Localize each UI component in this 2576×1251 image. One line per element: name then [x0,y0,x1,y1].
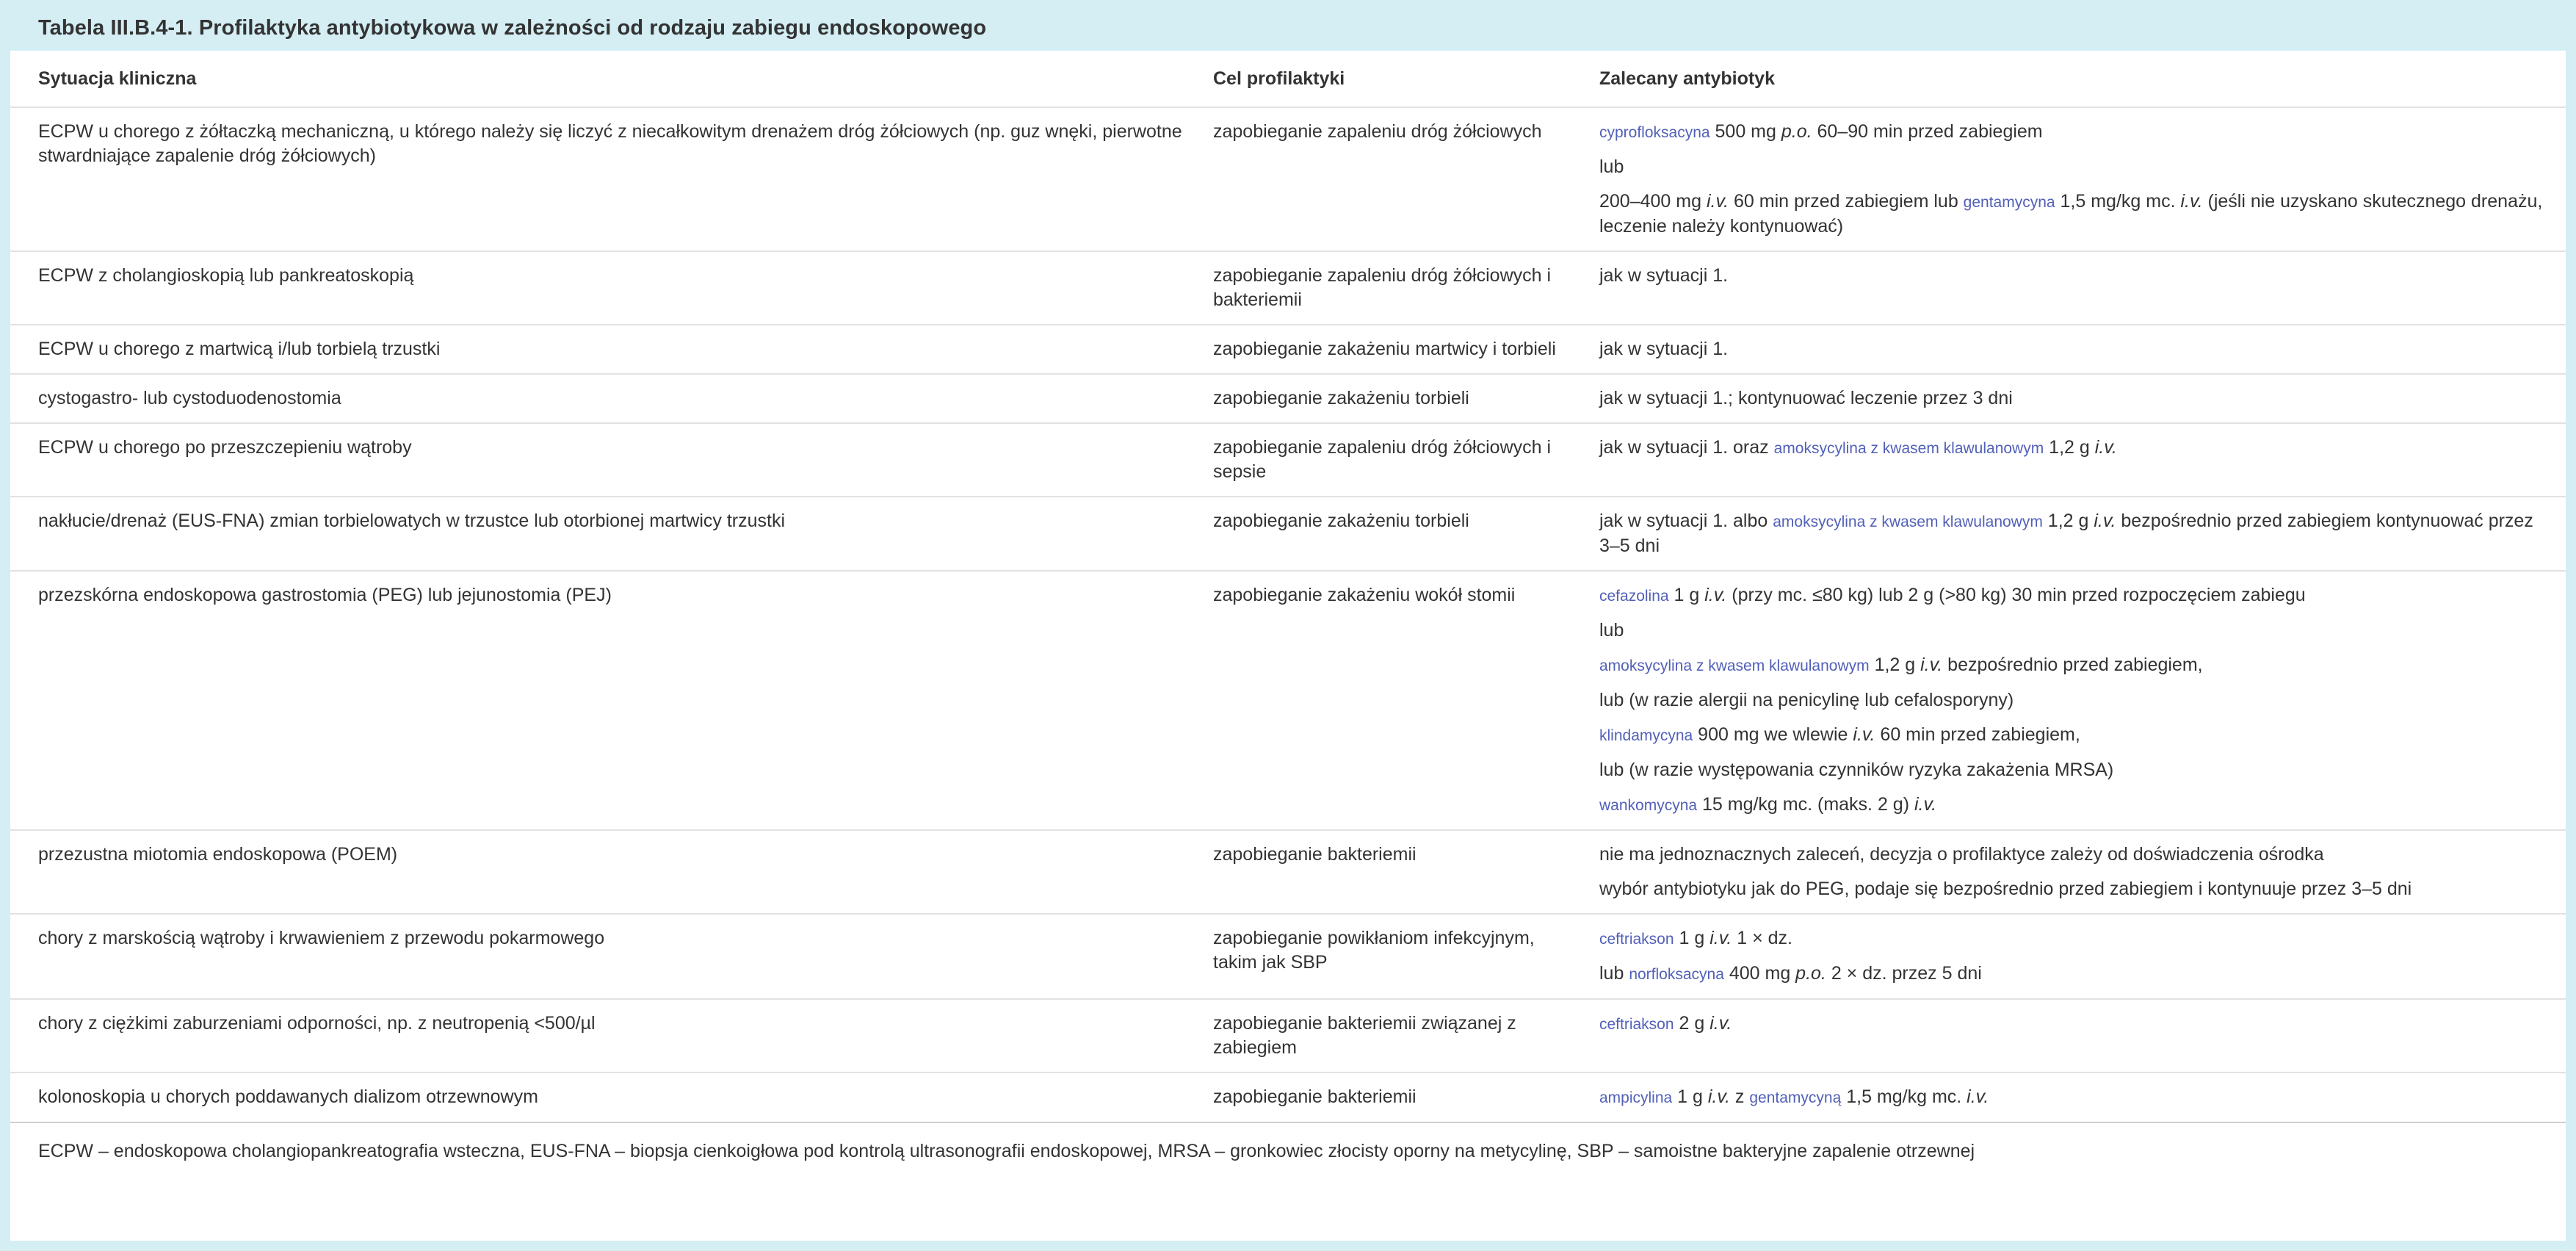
text-segment: 1 g [1668,585,1705,605]
drug-link[interactable]: amoksycylina z kwasem klawulanowym [1773,513,2043,530]
text-segment: 500 mg [1710,121,1781,142]
table-row [10,497,2566,571]
text-segment: 15 mg/kg mc. (maks. 2 g) [1697,794,1914,815]
antybiotyk-line [1599,843,2555,867]
text-segment: lub (w razie alergii na penicylinę lub cefalosporyny) [1599,690,2014,710]
route-abbrev: i.v. [1967,1086,1989,1107]
antybiotyk-line [1599,436,2555,461]
cell-cel: zapobieganie zapaleniu dróg żółciowych i bakteriemii [1196,251,1582,325]
text-segment: 1 × dz. [1732,928,1792,948]
table-row [10,325,2566,374]
footnote: ECPW – endoskopowa cholangiopankreatografia wsteczna, EUS-FNA – biopsja cienkoigłowa pod kontrolą ultrasonografii endoskopowej, MRSA – gronkowiec złocisty oporny na metycylinę, SBP – samoistne bakteryjne zapalenie otrzewnej [10,1122,2566,1180]
cell-cel: zapobieganie zapaleniu dróg żółciowych [1196,107,1582,251]
text-segment: bezpośrednio przed zabiegiem kontynuować przez 3–5 dni [1599,511,2533,556]
cell-antybiotyk [1582,497,2566,571]
header-sytuacja: Sytuacja kliniczna [38,68,197,89]
cell-sytuacja: cystogastro- lub cystoduodenostomia [10,374,1196,423]
antybiotyk-line [1599,337,2555,361]
cell-cel: zapobieganie bakteriemii [1196,830,1582,914]
route-abbrev: i.v. [1710,1013,1732,1034]
route-abbrev: i.v. [1920,655,1943,675]
cell-antybiotyk [1582,325,2566,374]
drug-link[interactable]: norfloksacyna [1629,966,1724,983]
cell-antybiotyk [1582,107,2566,251]
drug-link[interactable]: amoksycylina z kwasem klawulanowym [1599,657,1870,674]
text-segment: bezpośrednio przed zabiegiem, [1942,655,2203,675]
antybiotyk-line [1599,1012,2555,1037]
antybiotyk-line [1599,386,2555,411]
text-segment: 400 mg [1723,963,1796,984]
cell-sytuacja: nakłucie/drenaż (EUS-FNA) zmian torbielowatych w trzustce lub otorbionej martwicy trzustki [10,497,1196,571]
antybiotyk-line [1599,793,2555,818]
table-row [10,571,2566,830]
cell-sytuacja: ECPW u chorego z martwicą i/lub torbielą trzustki [10,325,1196,374]
text-segment: jak w sytuacji 1.; kontynuować leczenie przez 3 dni [1599,388,2013,408]
cell-antybiotyk [1582,1072,2566,1122]
table-row [10,423,2566,497]
route-abbrev: p.o. [1781,121,1812,142]
cell-antybiotyk [1582,423,2566,497]
text-segment: 1,2 g [1869,655,1921,675]
text-segment: jak w sytuacji 1. oraz [1599,437,1774,458]
cell-sytuacja: ECPW u chorego z żółtaczką mechaniczną, u którego należy się liczyć z niecałkowitym drenażem dróg żółciowych (np. guz wnęki, pierwotne stwardniające zapalenie dróg żółciowych) [10,107,1196,251]
drug-link[interactable]: ceftriakson [1599,931,1674,948]
cell-antybiotyk [1582,571,2566,830]
text-segment: 200–400 mg [1599,191,1707,212]
table-row [10,914,2566,999]
antybiotyk-line [1599,723,2555,748]
cell-cel: zapobieganie bakteriemii związanej z zabiegiem [1196,999,1582,1072]
antybiotyk-line [1599,120,2555,145]
cell-cel: zapobieganie bakteriemii [1196,1072,1582,1122]
table-body [10,107,2566,1122]
cell-sytuacja: chory z ciężkimi zaburzeniami odporności, np. z neutropenią <500/µl [10,999,1196,1072]
route-abbrev: i.v. [2180,191,2203,212]
cell-antybiotyk [1582,251,2566,325]
route-abbrev: i.v. [1710,928,1732,948]
text-segment: 900 mg we wlewie [1693,724,1853,745]
cell-cel: zapobieganie zakażeniu wokół stomii [1196,571,1582,830]
header-row [10,51,2566,107]
header-cel: Cel profilaktyki [1213,68,1345,89]
drug-link[interactable]: gentamycyną [1749,1089,1842,1106]
antybiotyk-line [1599,155,2555,179]
text-segment: 60 min przed zabiegiem lub [1729,191,1964,212]
text-segment: 1,2 g [2042,511,2094,531]
cell-cel: zapobieganie zakażeniu torbieli [1196,374,1582,423]
cell-cel: zapobieganie zapaleniu dróg żółciowych i sepsie [1196,423,1582,497]
drug-link[interactable]: amoksycylina z kwasem klawulanowym [1773,440,2044,457]
text-segment: 1 g [1672,1086,1708,1107]
cell-sytuacja: kolonoskopia u chorych poddawanych dializom otrzewnowym [10,1072,1196,1122]
table-row [10,830,2566,914]
cell-antybiotyk [1582,914,2566,999]
drug-link[interactable]: ampicylina [1599,1089,1673,1106]
cell-antybiotyk [1582,830,2566,914]
route-abbrev: i.v. [1704,585,1727,605]
cell-sytuacja: przezustna miotomia endoskopowa (POEM) [10,830,1196,914]
drug-link[interactable]: gentamycyna [1963,194,2055,211]
cell-cel: zapobieganie zakażeniu torbieli [1196,497,1582,571]
antybiotyk-line [1599,264,2555,288]
antybiotyk-line [1599,1085,2555,1110]
antybiotyk-line [1599,877,2555,901]
text-segment: 1,5 mg/kg mc. [2055,191,2181,212]
text-segment: z [1729,1086,1750,1107]
cell-cel: zapobieganie zakażeniu martwicy i torbieli [1196,325,1582,374]
cell-antybiotyk [1582,999,2566,1072]
text-segment: jak w sytuacji 1. [1599,339,1729,359]
text-segment: lub [1599,963,1629,984]
route-abbrev: i.v. [1706,191,1729,212]
antybiotyk-line [1599,688,2555,713]
table-row [10,999,2566,1072]
text-segment: lub [1599,156,1624,177]
text-segment: nie ma jednoznacznych zaleceń, decyzja o profilaktyce zależy od doświadczenia ośrodka [1599,844,2324,865]
header-antybiotyk: Zalecany antybiotyk [1599,68,1775,89]
table-row [10,107,2566,251]
antybiotyk-line [1599,962,2555,987]
table-row [10,374,2566,423]
text-segment: 1,2 g [2044,437,2095,458]
route-abbrev: p.o. [1795,963,1826,984]
text-segment: wybór antybiotyku jak do PEG, podaje się bezpośrednio przed zabiegiem i kontynuuje przez 3–5 dni [1599,879,2412,899]
cell-cel: zapobieganie powikłaniom infekcyjnym, takim jak SBP [1196,914,1582,999]
antybiotyk-line [1599,509,2555,558]
cell-sytuacja: chory z marskością wątroby i krwawieniem z przewodu pokarmowego [10,914,1196,999]
text-segment: (przy mc. ≤80 kg) lub 2 g (>80 kg) 30 min przed rozpoczęciem zabiegu [1726,585,2306,605]
antybiotyk-line [1599,926,2555,951]
drug-link[interactable]: klindamycyna [1599,727,1693,744]
route-abbrev: i.v. [1707,1086,1730,1107]
text-segment: (jeśli nie uzyskano skutecznego drenażu, leczenie należy kontynuować) [1599,191,2543,237]
table-container [10,5,2566,1241]
cell-sytuacja: przezskórna endoskopowa gastrostomia (PEG) lub jejunostomia (PEJ) [10,571,1196,830]
text-segment: jak w sytuacji 1. albo [1599,511,1773,531]
cell-sytuacja: ECPW z cholangioskopią lub pankreatoskopią [10,251,1196,325]
table-title: Tabela III.B.4-1. Profilaktyka antybiotykowa w zależności od rodzaju zabiegu endoskopowego [10,5,2566,51]
text-segment: 1 g [1674,928,1710,948]
route-abbrev: i.v. [1914,794,1937,815]
route-abbrev: i.v. [2094,437,2117,458]
text-segment: 60–90 min przed zabiegiem [1812,121,2043,142]
antybiotyk-line [1599,619,2555,643]
text-segment: 2 g [1674,1013,1710,1034]
drug-link[interactable]: cyprofloksacyna [1599,124,1710,141]
antibiotic-prophylaxis-table [10,51,2566,1122]
drug-link[interactable]: ceftriakson [1599,1016,1674,1033]
antybiotyk-line [1599,758,2555,782]
text-segment: lub [1599,620,1624,641]
table-row [10,1072,2566,1122]
antybiotyk-line [1599,190,2555,239]
text-segment: 60 min przed zabiegiem, [1875,724,2080,745]
table-row [10,251,2566,325]
antybiotyk-line [1599,583,2555,608]
drug-link[interactable]: wankomycyna [1599,797,1698,814]
route-abbrev: i.v. [1853,724,1875,745]
drug-link[interactable]: cefazolina [1599,588,1669,605]
text-segment: 2 × dz. przez 5 dni [1826,963,1982,984]
text-segment: 1,5 mg/kg mc. [1841,1086,1967,1107]
route-abbrev: i.v. [2094,511,2116,531]
cell-antybiotyk [1582,374,2566,423]
antybiotyk-line [1599,653,2555,678]
cell-sytuacja: ECPW u chorego po przeszczepieniu wątroby [10,423,1196,497]
text-segment: lub (w razie występowania czynników ryzyka zakażenia MRSA) [1599,760,2114,780]
text-segment: jak w sytuacji 1. [1599,265,1729,286]
